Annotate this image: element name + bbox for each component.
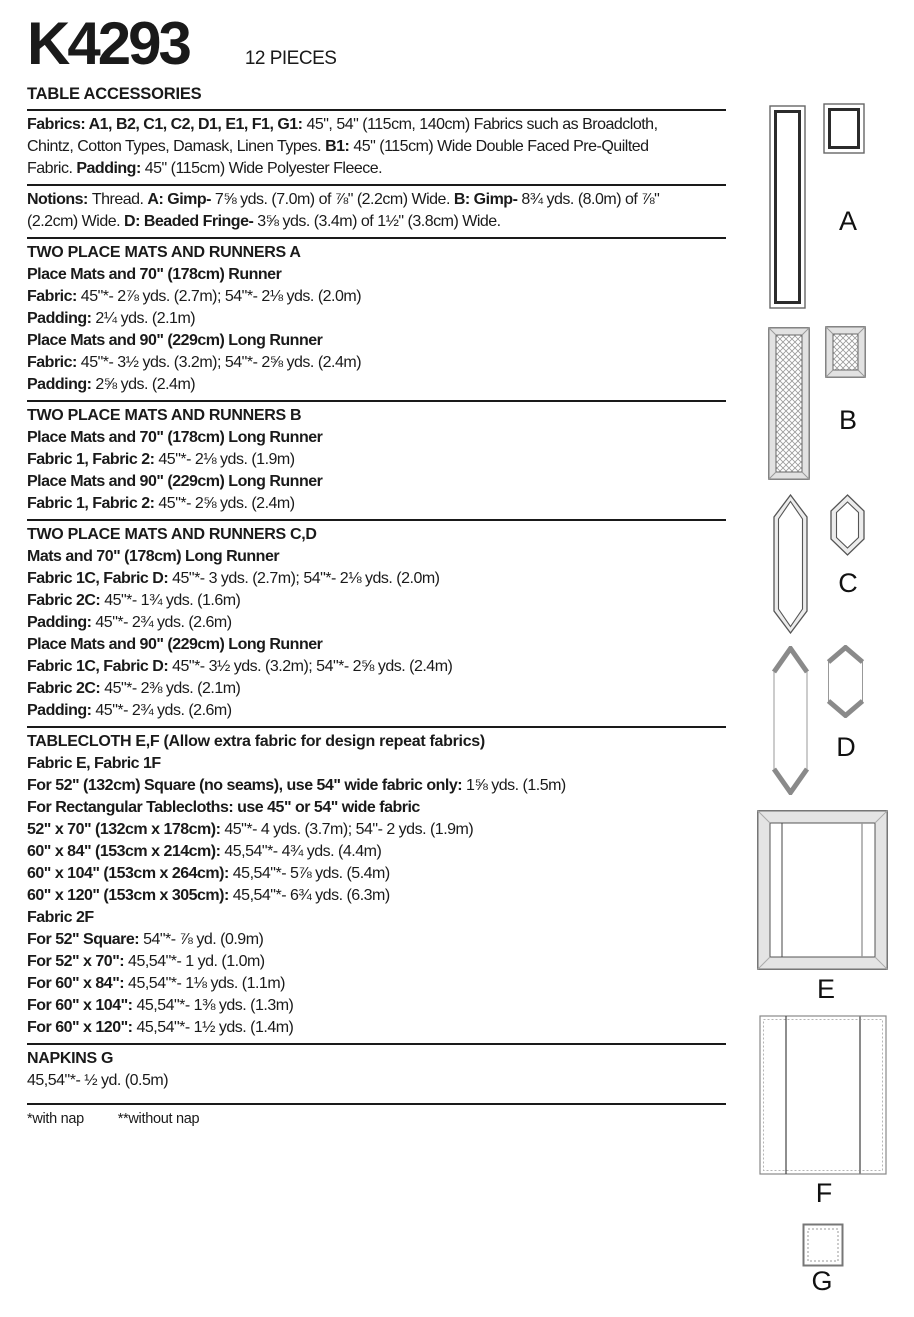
spec-line: Fabric 2F [27, 909, 94, 926]
spec-line: Fabric. Padding: 45" (115cm) Wide Polyester Fleece. [27, 160, 383, 177]
pattern-number: K4293 [27, 10, 189, 77]
spec-line: Place Mats and 90" (229cm) Long Runner [27, 636, 323, 653]
spec-section [27, 184, 726, 237]
spec-line: Fabric 1C, Fabric D: 45"*- 3 yds. (2.7m); 54"*- 2⅛ yds. (2.0m) [27, 570, 440, 587]
spec-line: Padding: 45"*- 2¾ yds. (2.6m) [27, 614, 232, 631]
spec-line: Fabrics: A1, B2, C1, C2, D1, E1, F1, G1: 45", 54" (115cm, 140cm) Fabrics such as Broadcloth, [27, 116, 658, 133]
spec-section [27, 237, 726, 400]
footnote-with-nap: *with nap [27, 1111, 84, 1127]
spec-line: Fabric 2C: 45"*- 1¾ yds. (1.6m) [27, 592, 241, 609]
title-row [27, 12, 726, 76]
piece-e-tablecloth-diagram [757, 810, 888, 970]
piece-b-placemat-diagram [825, 326, 866, 378]
spec-line: Fabric 1, Fabric 2: 45"*- 2⅝ yds. (2.4m) [27, 495, 295, 512]
piece-a-label: A [838, 206, 857, 236]
spec-section [27, 726, 726, 1043]
piece-d-label: D [836, 732, 856, 762]
spec-line: For 60" x 84": 45,54"*- 1⅛ yds. (1.1m) [27, 975, 285, 992]
spec-line: For 52" x 70": 45,54"*- 1 yd. (1.0m) [27, 953, 265, 970]
spec-line: For 52" (132cm) Square (no seams), use 54" wide fabric only: 1⅝ yds. (1.5m) [27, 777, 566, 794]
piece-c-runner-diagram [772, 494, 809, 634]
piece-c-label: C [838, 568, 858, 598]
piece-count: 12 PIECES [244, 48, 337, 69]
footnote [27, 1103, 726, 1127]
spec-section [27, 519, 726, 726]
spec-line: For Rectangular Tablecloths: use 45" or 54" wide fabric [27, 799, 420, 816]
spec-line: Fabric 1, Fabric 2: 45"*- 2⅛ yds. (1.9m) [27, 451, 295, 468]
spec-line: Fabric 2C: 45"*- 2⅜ yds. (2.1m) [27, 680, 241, 697]
piece-f-tablecloth-diagram [759, 1015, 887, 1175]
spec-line: Notions: Thread. A: Gimp- 7⅝ yds. (7.0m) of ⅞" (2.2cm) Wide. B: Gimp- 8¾ yds. (8.0m) of ⅞" [27, 191, 660, 208]
spec-line: 45,54"*- ½ yd. (0.5m) [27, 1072, 169, 1089]
spec-section [27, 1043, 726, 1103]
piece-d-runner-diagram [772, 646, 809, 795]
spec-line: Fabric E, Fabric 1F [27, 755, 161, 772]
spec-line: Padding: 45"*- 2¾ yds. (2.6m) [27, 702, 232, 719]
footnote-without-nap: **without nap [117, 1111, 200, 1127]
piece-g-napkin-diagram [802, 1223, 844, 1267]
category-title: TABLE ACCESSORIES [27, 85, 202, 103]
spec-line: Place Mats and 90" (229cm) Long Runner [27, 473, 323, 490]
spec-line: Place Mats and 90" (229cm) Long Runner [27, 332, 323, 349]
piece-d-mat-diagram [826, 645, 865, 718]
spec-line: 52" x 70" (132cm x 178cm): 45"*- 4 yds. (3.7m); 54"- 2 yds. (1.9m) [27, 821, 474, 838]
spec-line: For 60" x 104": 45,54"*- 1⅜ yds. (1.3m) [27, 997, 294, 1014]
piece-c-mat-diagram [829, 494, 866, 556]
spec-line: Chintz, Cotton Types, Damask, Linen Types. B1: 45" (115cm) Wide Double Faced Pre-Quilted [27, 138, 649, 155]
spec-line: Fabric: 45"*- 2⅞ yds. (2.7m); 54"*- 2⅛ yds. (2.0m) [27, 288, 362, 305]
section-heading: TABLECLOTH E,F (Allow extra fabric for design repeat fabrics) [27, 733, 485, 750]
section-heading: TWO PLACE MATS AND RUNNERS B [27, 407, 302, 424]
piece-a-runner-diagram [769, 105, 806, 309]
spec-line: Padding: 2¼ yds. (2.1m) [27, 310, 196, 327]
spec-line: Mats and 70" (178cm) Long Runner [27, 548, 280, 565]
piece-f-label: F [815, 1178, 833, 1208]
spec-section [27, 400, 726, 519]
spec-line: Fabric 1C, Fabric D: 45"*- 3½ yds. (3.2m); 54"*- 2⅝ yds. (2.4m) [27, 658, 453, 675]
section-heading: NAPKINS G [27, 1050, 114, 1067]
spec-line: Place Mats and 70" (178cm) Long Runner [27, 429, 323, 446]
spec-line: For 60" x 120": 45,54"*- 1½ yds. (1.4m) [27, 1019, 294, 1036]
spec-line: Place Mats and 70" (178cm) Runner [27, 266, 282, 283]
spec-line: 60" x 104" (153cm x 264cm): 45,54"*- 5⅞ yds. (5.4m) [27, 865, 390, 882]
section-heading: TWO PLACE MATS AND RUNNERS A [27, 244, 301, 261]
spec-line: (2.2cm) Wide. D: Beaded Fringe- 3⅝ yds. (3.4m) of 1½" (3.8cm) Wide. [27, 213, 501, 230]
spec-section [27, 109, 726, 184]
piece-a-placemat-diagram [823, 103, 865, 154]
spec-sections [27, 109, 726, 1103]
section-heading: TWO PLACE MATS AND RUNNERS C,D [27, 526, 317, 543]
piece-b-runner-diagram [768, 327, 810, 480]
yardage-content [27, 12, 726, 1127]
piece-b-label: B [838, 405, 857, 435]
spec-line: Fabric: 45"*- 3½ yds. (3.2m); 54"*- 2⅝ yds. (2.4m) [27, 354, 362, 371]
spec-line: 60" x 84" (153cm x 214cm): 45,54"*- 4¾ yds. (4.4m) [27, 843, 382, 860]
piece-g-label: G [811, 1266, 833, 1296]
spec-line: Padding: 2⅝ yds. (2.4m) [27, 376, 196, 393]
piece-e-label: E [816, 974, 835, 1004]
spec-line: 60" x 120" (153cm x 305cm): 45,54"*- 6¾ yds. (6.3m) [27, 887, 390, 904]
spec-line: For 52" Square: 54"*- ⅞ yd. (0.9m) [27, 931, 264, 948]
